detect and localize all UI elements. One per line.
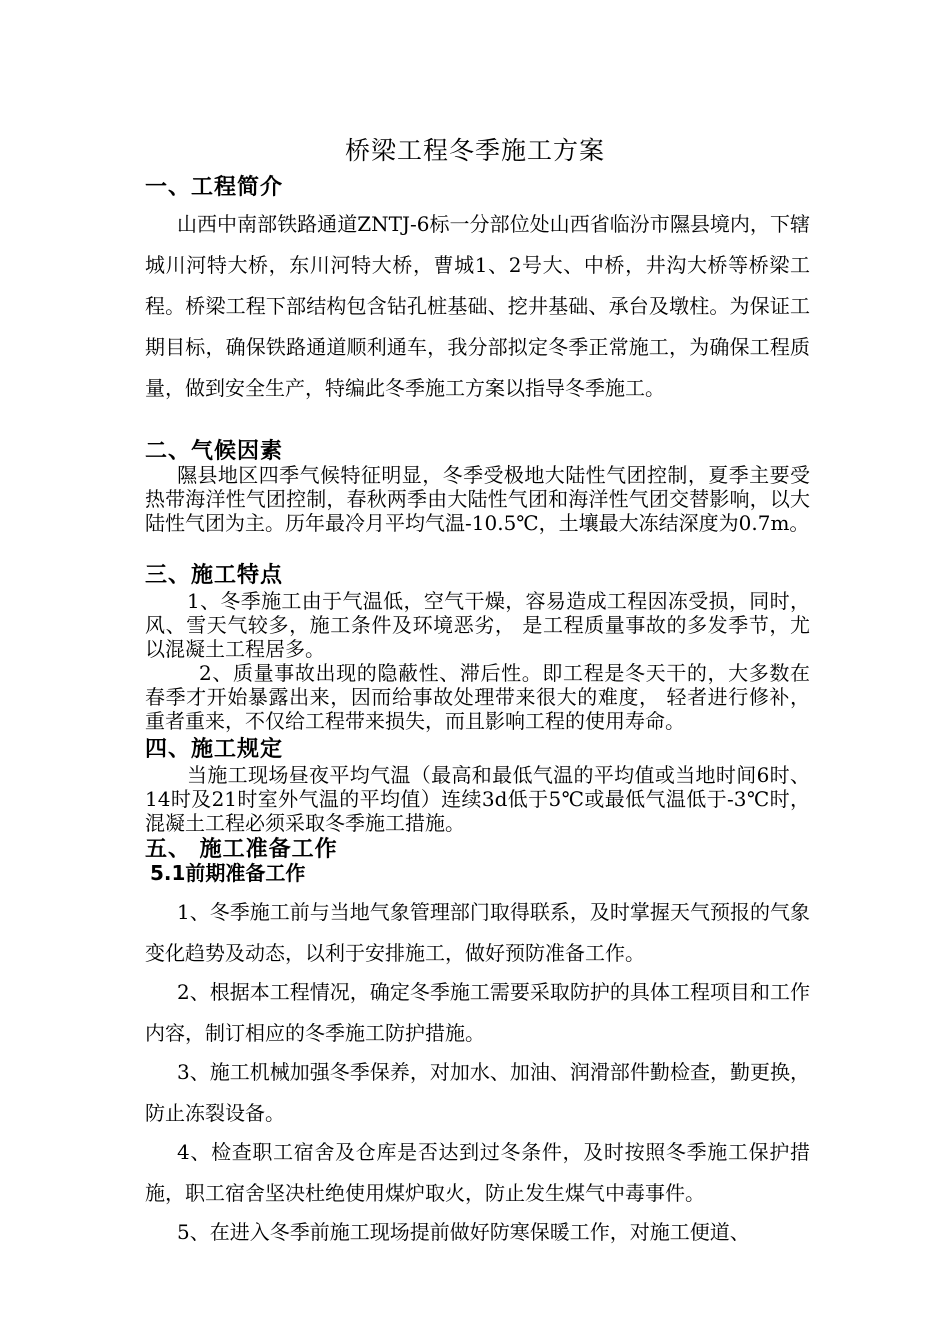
document-title: 桥梁工程冬季施工方案 <box>344 136 605 165</box>
preparation-item-3: 3、施工机械加强冬季保养，对加水、加油、润滑部件勤检查，勤更换，防止冻裂设备。 <box>145 1060 810 1125</box>
regulations-paragraph: 当施工现场昼夜平均气温（最高和最低气温的平均值或当地时间6时、14时及21时室外气温的平均值）连续3d低于5℃或最低气温低于-3℃时，混凝土工程必须采取冬季施工措施。 <box>145 763 810 835</box>
section-heading-preparation: 五、 施工准备工作 <box>145 837 338 862</box>
preparation-item-1: 1、冬季施工前与当地气象管理部门取得联系，及时掌握天气预报的气象变化趋势及动态，以利于安排施工，做好预防准备工作。 <box>145 900 810 965</box>
subsection-heading-preliminary: 5.1前期准备工作 <box>150 861 306 885</box>
section-heading-climate: 二、气候因素 <box>145 439 284 464</box>
preparation-item-2: 2、根据本工程情况，确定冬季施工需要采取防护的具体工程项目和工作内容，制订相应的冬季施工防护措施。 <box>145 980 810 1045</box>
characteristics-paragraph-2: 2、质量事故出现的隐蔽性、滞后性。即工程是冬天干的，大多数在春季才开始暴露出来，因而给事故处理带来很大的难度， 轻者进行修补，重者重来，不仅给工程带来损失，而且影响工程的使用寿命。 <box>145 661 810 733</box>
preparation-item-4: 4、检查职工宿舍及仓库是否达到过冬条件，及时按照冬季施工保护措施，职工宿舍坚决杜绝使用煤炉取火，防止发生煤气中毒事件。 <box>145 1140 810 1205</box>
section-heading-regulations: 四、施工规定 <box>145 737 284 762</box>
section-heading-characteristics: 三、施工特点 <box>145 563 284 588</box>
section-heading-overview: 一、工程简介 <box>145 175 284 200</box>
climate-paragraph: 隰县地区四季气候特征明显，冬季受极地大陆性气团控制，夏季主要受热带海洋性气团控制，春秋两季由大陆性气团和海洋性气团交替影响，以大陆性气团为主。历年最冷月平均气温-10.5℃，土壤最大冻结深度为0.7m。 <box>145 463 810 535</box>
overview-paragraph: 山西中南部铁路通道ZNTJ-6标一分部位处山西省临汾市隰县境内，下辖城川河特大桥，东川河特大桥，曹城1、2号大、中桥，井沟大桥等桥梁工程。桥梁工程下部结构包含钻孔桩基础、挖井基础、承台及墩柱。为保证工期目标，确保铁路通道顺利通车，我分部拟定冬季正常施工，为确保工程质量，做到安全生产，特编此冬季施工方案以指导冬季施工。 <box>145 212 810 400</box>
characteristics-paragraph-1: 1、冬季施工由于气温低，空气干燥，容易造成工程因冻受损，同时，风、雪天气较多，施工条件及环境恶劣， 是工程质量事故的多发季节，尤以混凝土工程居多。 <box>145 589 810 661</box>
preparation-item-5: 5、在进入冬季前施工现场提前做好防寒保暖工作，对施工便道、 <box>177 1220 750 1244</box>
